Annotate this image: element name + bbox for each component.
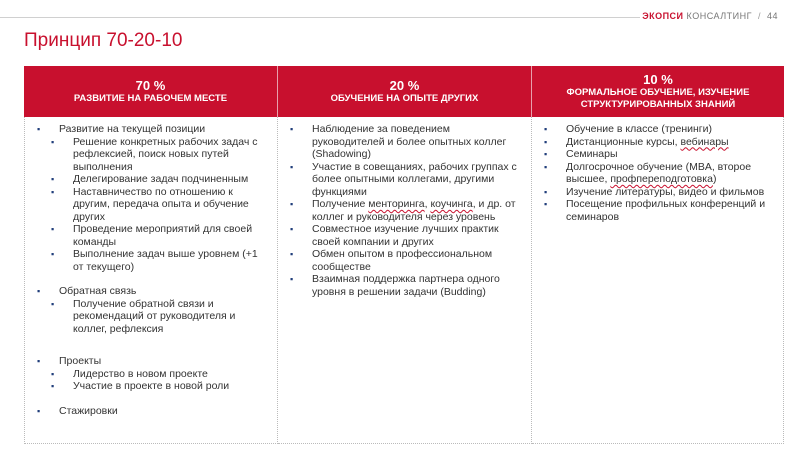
column-70 [24, 66, 278, 444]
list-item: ▪ Проекты [33, 355, 269, 368]
list-item: ▪ Получение менторинга, коучинга, и др. от коллег и руководителя через уровень [286, 198, 523, 223]
list-item: ▪ Взаимная поддержка партнера одного уровня в решении задачи (Budding) [286, 273, 523, 298]
column-70-body [24, 117, 278, 444]
list-item: ▪ Стажировки [33, 405, 269, 418]
page-number: 44 [766, 11, 778, 21]
list-item: ▪ Участие в проекте в новой роли [33, 380, 269, 393]
column-70-heading: РАЗВИТИЕ НА РАБОЧЕМ МЕСТЕ [73, 93, 228, 104]
brand-logo [642, 11, 778, 21]
list-item: ▪ Участие в совещаниях, рабочих группах с более опытными коллегами, другими функциями [286, 161, 523, 199]
header-divider [0, 17, 640, 18]
list-item: ▪ Наблюдение за поведением руководителей и более опытных коллег (Shadowing) [286, 123, 523, 161]
brand-primary: ЭКОПСИ [642, 11, 684, 21]
list-item: ▪ Решение конкретных рабочих задач с рефлексией, поиск новых путей выполнения [33, 136, 269, 174]
brand-separator: / [757, 11, 761, 21]
list-item: ▪ Проведение мероприятий для своей команды [33, 223, 269, 248]
list-item: ▪ Изучение литературы, видео и фильмов [540, 186, 775, 199]
column-10-header [532, 66, 784, 117]
list-item: ▪ Посещение профильных конференций и семинаров [540, 198, 775, 223]
list-item: ▪ Обучение в классе (тренинги) [540, 123, 775, 136]
column-20-heading: ОБУЧЕНИЕ НА ОПЫТЕ ДРУГИХ [330, 93, 479, 104]
column-20-percent: 20 % [389, 78, 420, 93]
slide-title: Принцип 70-20-10 [24, 30, 183, 51]
column-10-percent: 10 % [643, 72, 673, 87]
list-item: ▪ Обратная связь [33, 285, 269, 298]
column-10-heading: ФОРМАЛЬНОЕ ОБУЧЕНИЕ, ИЗУЧЕНИЕ СТРУКТУРИРОВАННЫХ ЗНАНИЙ [566, 87, 750, 110]
list-item: ▪ Дистанционные курсы, вебинары [540, 136, 775, 149]
list-item: ▪ Получение обратной связи и рекомендаций от руководителя и коллег, рефлексия [33, 298, 269, 336]
column-70-header [24, 66, 278, 117]
list-item: ▪ Наставничество по отношению к другим, передача опыта и обучение других [33, 186, 269, 224]
column-10 [532, 66, 784, 444]
list-item: ▪ Обмен опытом в профессиональном сообществе [286, 248, 523, 273]
list-item: ▪ Долгосрочное обучение (MBA, второе высшее, профпереподготовка) [540, 161, 775, 186]
brand-secondary: КОНСАЛТИНГ [686, 11, 752, 21]
column-10-body [532, 117, 784, 444]
list-item: ▪ Семинары [540, 148, 775, 161]
list-item: ▪ Развитие на текущей позиции [33, 123, 269, 136]
column-20 [278, 66, 532, 444]
list-item: ▪ Выполнение задач выше уровнем (+1 от текущего) [33, 248, 269, 273]
list-item: ▪ Совместное изучение лучших практик своей компании и других [286, 223, 523, 248]
column-20-header [278, 66, 532, 117]
list-item: ▪ Делегирование задач подчиненным [33, 173, 269, 186]
list-item: ▪ Лидерство в новом проекте [33, 368, 269, 381]
column-20-body [278, 117, 532, 444]
principle-table [24, 66, 784, 446]
column-70-percent: 70 % [135, 78, 166, 93]
